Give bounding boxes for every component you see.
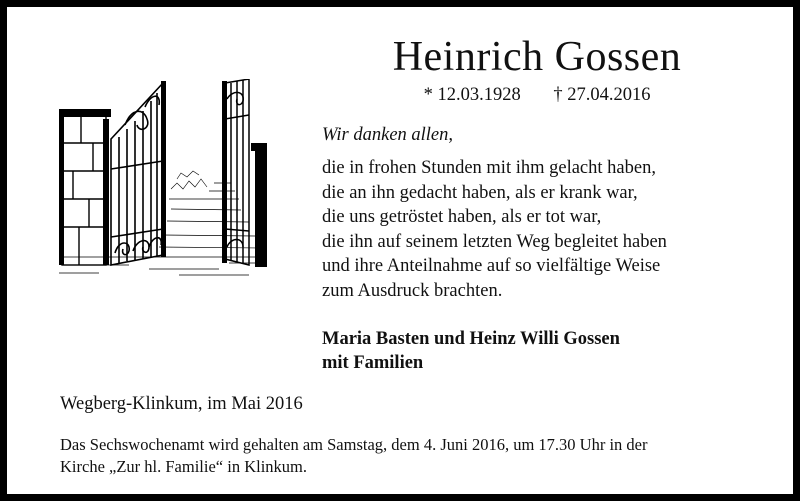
service-notice-line: Das Sechswochenamt wird gehalten am Samstag, dem 4. Juni 2016, um 17.30 Uhr in der bbox=[60, 435, 648, 454]
gratitude-line: und ihre Anteilnahme auf so vielfältige Weise bbox=[322, 256, 661, 277]
service-notice bbox=[60, 434, 760, 478]
gratitude-line: die uns getröstet haben, als er tot war, bbox=[322, 207, 602, 228]
life-dates bbox=[307, 85, 767, 106]
gratitude-line: die in frohen Stunden mit ihm gelacht haben, bbox=[322, 158, 656, 178]
service-notice-line: Kirche „Zur hl. Familie“ in Klinkum. bbox=[60, 457, 307, 476]
signers-families: mit Familien bbox=[322, 353, 424, 373]
signers-names: Maria Basten und Heinz Willi Gossen bbox=[322, 329, 620, 349]
place-date: Wegberg-Klinkum, im Mai 2016 bbox=[60, 394, 303, 414]
gratitude-lines bbox=[322, 156, 667, 304]
deceased-name: Heinrich Gossen bbox=[392, 34, 682, 80]
gratitude-line: zum Ausdruck brachten. bbox=[322, 280, 503, 301]
signers bbox=[322, 327, 620, 375]
gratitude-line: die an ihn gedacht haben, als er krank war, bbox=[322, 182, 638, 203]
thanks-intro: Wir danken allen, bbox=[322, 125, 454, 145]
gratitude-line: die ihn auf seinem letzten Weg begleitet haben bbox=[322, 231, 667, 252]
birth-date: * 12.03.1928 bbox=[423, 85, 521, 105]
open-gate-illustration bbox=[59, 79, 267, 277]
death-date: † 27.04.2016 bbox=[553, 85, 651, 105]
